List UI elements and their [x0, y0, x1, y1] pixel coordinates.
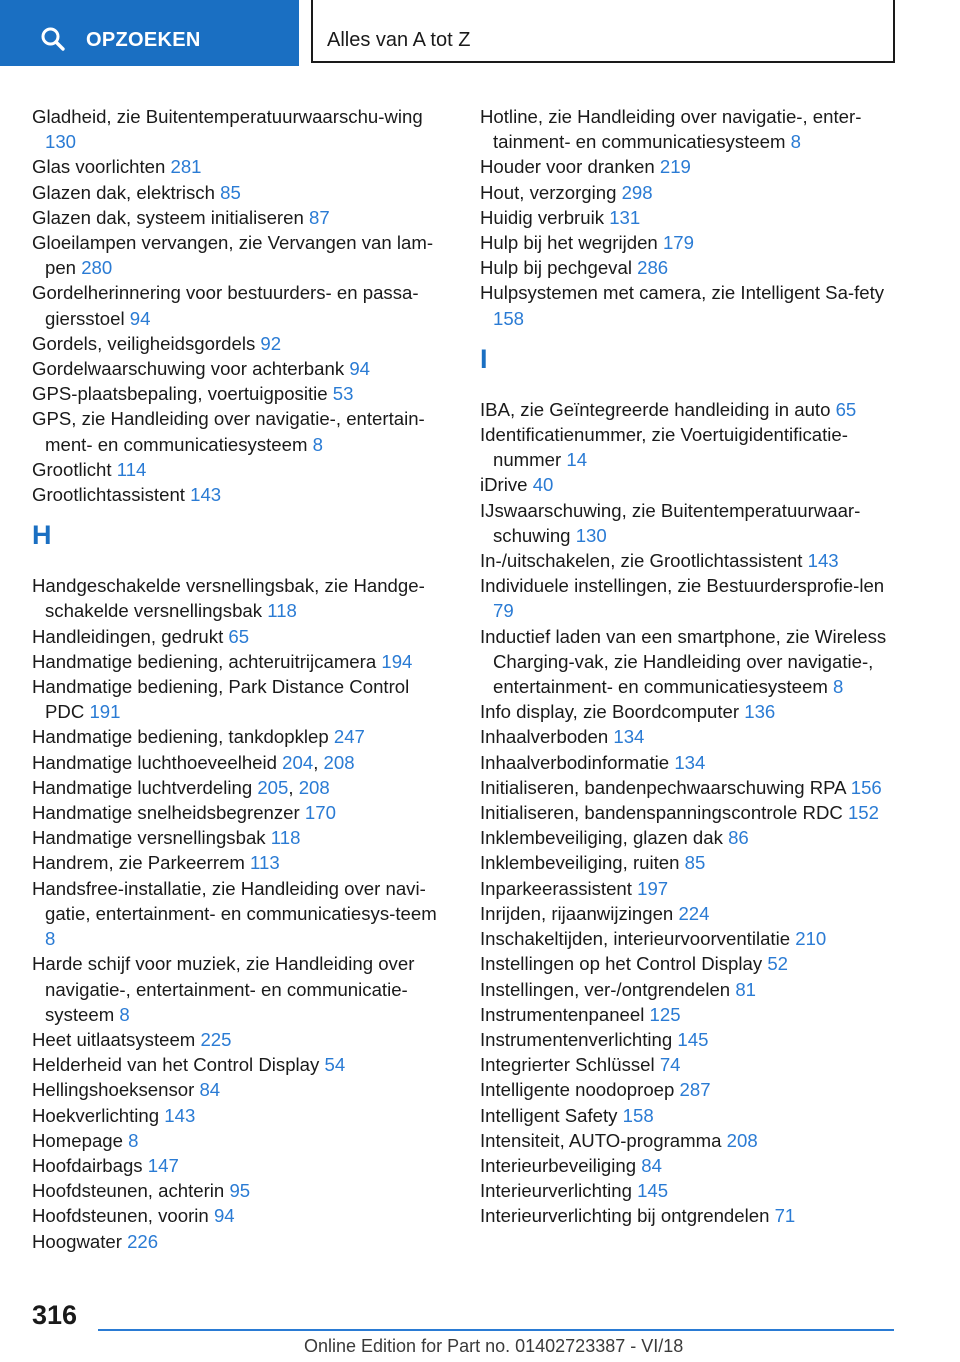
index-entry-text: Handmatige versnellingsbak: [32, 827, 266, 849]
page-reference-link[interactable]: 281: [170, 156, 202, 178]
index-entry-text: Hout, verzorging: [480, 181, 617, 203]
page-reference-link[interactable]: 94: [129, 307, 151, 329]
index-entry: [480, 951, 900, 976]
page-reference-link[interactable]: 8: [128, 1129, 139, 1151]
page-reference-link[interactable]: 125: [649, 1003, 681, 1025]
page-reference-link[interactable]: 118: [267, 600, 297, 622]
index-entry: [32, 825, 452, 850]
index-entry-text: Handmatige bediening, Park Distance Control PDC: [32, 676, 410, 723]
index-entry: [32, 951, 452, 1027]
page-reference-link[interactable]: 179: [662, 232, 694, 254]
page-reference-link[interactable]: 85: [220, 181, 241, 203]
page-reference-link[interactable]: 71: [774, 1205, 796, 1227]
index-entry: [32, 1052, 452, 1077]
index-entry-text: Hoekverlichting: [32, 1104, 160, 1126]
page-reference-link[interactable]: 224: [678, 902, 710, 924]
page-reference-link[interactable]: 197: [637, 877, 669, 899]
index-entry-text: Inhaalverbodinformatie: [480, 751, 670, 773]
index-entry-text: Harde schijf voor muziek, zie Handleiding over navigatie-, entertainment- en communicatie-systeem: [32, 953, 415, 1025]
edition-footer: Online Edition for Part no. 01402723387 - VI/18: [304, 1336, 684, 1356]
page-reference-link[interactable]: 226: [127, 1230, 159, 1252]
index-entry: [32, 876, 452, 952]
index-entry-text: Glazen dak, elektrisch: [32, 181, 215, 203]
index-entry-text: iDrive: [480, 474, 528, 496]
index-entry-text: Handmatige luchthoeveelheid: [32, 751, 277, 773]
page-reference-link[interactable]: 92: [260, 332, 282, 354]
page-reference-link[interactable]: 8: [790, 131, 801, 153]
index-entry: [32, 381, 452, 406]
page-reference-link[interactable]: 94: [349, 358, 370, 380]
page-reference-link[interactable]: 143: [190, 484, 222, 506]
index-entry: [32, 205, 452, 230]
index-entry-text: Instrumentenverlichting: [480, 1028, 673, 1050]
index-entry: [480, 1128, 900, 1153]
index-letter-heading: I: [480, 343, 488, 374]
index-entry: [480, 548, 900, 573]
index-entry-text: Interieurverlichting: [480, 1180, 632, 1202]
page-reference-link[interactable]: 113: [250, 852, 280, 874]
index-entry-text: Integrierter Schlüssel: [480, 1054, 655, 1076]
index-entry-text: Helderheid van het Control Display: [32, 1054, 320, 1076]
search-tab-label: OPZOEKEN: [86, 29, 201, 51]
index-entry: [32, 1077, 452, 1102]
index-entry: [480, 1027, 900, 1052]
page-reference-link[interactable]: 286: [637, 257, 669, 279]
page-reference-link[interactable]: 280: [81, 257, 113, 279]
page-reference-link[interactable]: 156: [850, 776, 882, 798]
index-entry-text: Identificatienummer, zie Voertuigidentificatie-nummer: [480, 424, 848, 471]
page-reference-link[interactable]: 87: [308, 206, 330, 228]
index-entry-text: Hoofdsteunen, achterin: [32, 1180, 225, 1202]
index-entry-text: Houder voor dranken: [480, 156, 655, 178]
page-reference-link[interactable]: 94: [213, 1205, 235, 1227]
index-entry-text: Hulp bij pechgeval: [480, 257, 632, 279]
index-entry-text: Inductief laden van een smartphone, zie Wireless Charging-vak, zie Handleiding over navigatie-, entertainment- en communicatiesysteem: [480, 625, 887, 698]
index-entry-text: GPS, zie Handleiding over navigatie-, entertain-ment- en communicatiesysteem: [32, 408, 425, 455]
page-reference-link[interactable]: 85: [684, 852, 706, 874]
index-entry: Handmatige luchtverdeling 205, 208: [32, 776, 330, 798]
index-entry: [32, 1229, 452, 1254]
page-reference-link[interactable]: 170: [304, 802, 336, 824]
index-entry: [32, 230, 452, 280]
page-reference-link[interactable]: 40: [532, 474, 554, 496]
index-entry: [480, 1103, 900, 1128]
index-entry-text: Interieurbeveiliging: [480, 1154, 637, 1176]
page-reference-link[interactable]: 130: [45, 131, 77, 153]
index-entry: [480, 573, 900, 623]
page-reference-link[interactable]: 210: [795, 928, 827, 950]
index-entry: [32, 1178, 452, 1203]
index-entry: [480, 230, 900, 255]
index-entry-text: Hotline, zie Handleiding over navigatie-, enter-tainment- en communicatiesysteem: [480, 106, 862, 153]
index-entry-text: Inklembeveiliging, glazen dak: [480, 827, 723, 849]
page-reference-link[interactable]: 143: [807, 550, 839, 572]
index-entry: [32, 1153, 452, 1178]
index-entry-text: Instellingen op het Control Display: [480, 953, 763, 975]
index-entry: [480, 901, 900, 926]
page-reference-link[interactable]: 53: [332, 383, 354, 405]
index-entry-text: Intensiteit, AUTO-programma: [480, 1129, 722, 1151]
page-reference-link[interactable]: 298: [621, 181, 653, 203]
index-entry-text: Hulpsystemen met camera, zie Intelligent Sa-fety: [480, 282, 885, 304]
index-entry-text: Instrumentenpaneel: [480, 1003, 645, 1025]
index-entry: Handmatige luchthoeveelheid 204, 208: [32, 751, 355, 773]
index-entry: [32, 154, 452, 179]
index-entry: [480, 255, 900, 280]
index-entry: [32, 1027, 452, 1052]
page-reference-link[interactable]: 131: [609, 206, 641, 228]
index-entry: [32, 800, 452, 825]
index-entry: [480, 800, 900, 825]
index-entry: [480, 472, 900, 497]
index-entry-text: Handmatige bediening, tankdopklep: [32, 726, 329, 748]
page-reference-link[interactable]: 287: [679, 1079, 711, 1101]
page-reference-link[interactable]: 158: [622, 1104, 654, 1126]
page-reference-link[interactable]: 208: [726, 1129, 758, 1151]
index-entry-text: Intelligent Safety: [480, 1104, 618, 1126]
index-entry-text: IJswaarschuwing, zie Buitentemperatuurwaar-schuwing: [480, 499, 861, 546]
index-entry: [480, 1178, 900, 1203]
page-reference-link[interactable]: 118: [270, 827, 301, 849]
page-reference-link[interactable]: 219: [659, 156, 691, 178]
index-entry-text: Individuele instellingen, zie Bestuurdersprofie-len: [480, 575, 885, 597]
index-entry: [32, 1203, 452, 1228]
page-reference-link[interactable]: 54: [324, 1054, 346, 1076]
index-entry: [480, 926, 900, 951]
page-reference-link[interactable]: 208: [323, 751, 355, 773]
page-reference-link[interactable]: 95: [229, 1180, 251, 1202]
index-entry: [32, 457, 452, 482]
index-entry: [32, 1103, 452, 1128]
page-reference-link[interactable]: 130: [575, 524, 607, 546]
index-entry-text: Interieurverlichting bij ontgrendelen: [480, 1205, 770, 1227]
index-entry-text: Gordelwaarschuwing voor achterbank: [32, 358, 345, 380]
page-reference-link[interactable]: 205: [257, 776, 289, 798]
index-entry-text: Initialiseren, bandenspanningscontrole RDC: [480, 802, 843, 824]
page-reference-link[interactable]: 14: [566, 449, 588, 471]
index-entry-text: Info display, zie Boordcomputer: [480, 701, 740, 723]
index-entry-text: Handmatige luchtverdeling: [32, 776, 253, 798]
index-entry-text: Intelligente noodoproep: [480, 1079, 675, 1101]
index-entry: [32, 850, 452, 875]
page-reference-link[interactable]: 74: [659, 1054, 681, 1076]
page-reference-link[interactable]: 8: [833, 676, 844, 698]
page-reference-link[interactable]: 204: [282, 751, 314, 773]
index-entry: [480, 498, 900, 548]
index-entry-text: Gordels, veiligheidsgordels: [32, 332, 256, 354]
index-entry-text: Handmatige bediening, achteruitrijcamera: [32, 650, 377, 672]
page-reference-link[interactable]: 134: [674, 751, 706, 773]
page-reference-link[interactable]: 79: [493, 600, 514, 622]
page-reference-link[interactable]: 81: [735, 978, 757, 1000]
index-entry: [32, 724, 452, 749]
page-reference-link[interactable]: 225: [200, 1028, 232, 1050]
page-reference-link[interactable]: 8: [312, 433, 323, 455]
page-number: 316: [32, 1300, 78, 1330]
page-reference-link[interactable]: 147: [147, 1154, 179, 1176]
index-entry: [32, 280, 452, 330]
section-title: Alles van A tot Z: [327, 29, 471, 51]
index-entry: [32, 573, 452, 623]
index-entry-text: Inrijden, rijaanwijzingen: [480, 902, 674, 924]
index-entry-text: Hulp bij het wegrijden: [480, 232, 658, 254]
index-entry-text: Grootlicht: [32, 458, 112, 480]
index-column-right: [480, 104, 900, 1229]
footer-divider: [98, 1329, 894, 1331]
index-entry-text: Inparkeerassistent: [480, 877, 632, 899]
index-entry-text: Grootlichtassistent: [32, 484, 185, 506]
index-entry: [480, 825, 900, 850]
index-entry: [32, 104, 452, 154]
index-entry: [32, 482, 452, 507]
index-entry: [32, 649, 452, 674]
index-entry-text: Hoofdsteunen, voorin: [32, 1205, 209, 1227]
page-reference-link[interactable]: 8: [45, 928, 56, 950]
page-reference-link[interactable]: 247: [333, 726, 365, 748]
index-entry: [480, 876, 900, 901]
index-entry: [480, 397, 900, 422]
index-entry-text: Hoofdairbags: [32, 1154, 143, 1176]
search-icon: [40, 26, 66, 57]
page-reference-link[interactable]: 143: [164, 1104, 196, 1126]
index-entry-text: Homepage: [32, 1129, 123, 1151]
search-tab-button[interactable]: [0, 0, 299, 66]
index-entry-text: Huidig verbruik: [480, 206, 605, 228]
index-entry-text: Glas voorlichten: [32, 156, 166, 178]
index-entry-text: Handsfree-installatie, zie Handleiding over navi-gatie, entertainment- en communicatiesys-teem: [32, 877, 437, 924]
index-entry: [32, 356, 452, 381]
page-reference-link[interactable]: 194: [381, 650, 413, 672]
index-entry-text: Initialiseren, bandenpechwaarschuwing RPA: [480, 776, 846, 798]
page-reference-link[interactable]: 208: [298, 776, 330, 798]
index-entry-text: Gladheid, zie Buitentemperatuurwaarschu-wing: [32, 106, 423, 127]
index-entry: [480, 750, 900, 775]
index-entry-text: GPS-plaatsbepaling, voertuigpositie: [32, 383, 328, 405]
index-entry-text: Gloeilampen vervangen, zie Vervangen van lam-pen: [32, 232, 434, 279]
index-entry: [32, 331, 452, 356]
index-entry-text: Hoogwater: [32, 1230, 122, 1252]
index-column-left: [32, 104, 452, 1254]
index-entry-text: Inschakeltijden, interieurvoorventilatie: [480, 928, 791, 950]
page-reference-link[interactable]: 8: [119, 1003, 130, 1025]
index-entry-text: Handmatige snelheidsbegrenzer: [32, 802, 300, 824]
section-header: [311, 0, 895, 63]
index-entry: [32, 674, 452, 724]
index-entry: [480, 624, 900, 700]
index-entry: [480, 699, 900, 724]
index-entry: [480, 850, 900, 875]
index-entry-text: Hellingshoeksensor: [32, 1079, 195, 1101]
index-entry: [480, 1002, 900, 1027]
index-entry: [32, 406, 452, 456]
index-entry: [480, 422, 900, 472]
index-entry-text: Glazen dak, systeem initialiseren: [32, 206, 304, 228]
page-reference-link[interactable]: 84: [199, 1079, 221, 1101]
page-reference-link[interactable]: 191: [89, 701, 121, 723]
page-reference-link[interactable]: 86: [728, 827, 749, 849]
page-reference-link[interactable]: 84: [641, 1154, 662, 1176]
index-entry: [480, 1153, 900, 1178]
index-entry: [32, 624, 452, 649]
index-entry-text: Heet uitlaatsysteem: [32, 1028, 196, 1050]
page-reference-link[interactable]: 114: [116, 458, 147, 480]
index-entry: [480, 154, 900, 179]
index-entry: [480, 104, 900, 154]
index-entry-text: Instellingen, ver-/ontgrendelen: [480, 978, 731, 1000]
index-entry-text: In-/uitschakelen, zie Grootlichtassistent: [480, 550, 803, 572]
index-entry-text: Gordelherinnering voor bestuurders- en passa-giersstoel: [32, 282, 419, 329]
page-reference-link[interactable]: 145: [637, 1180, 669, 1202]
index-entry: [480, 724, 900, 749]
index-entry-text: Handrem, zie Parkeerrem: [32, 852, 245, 874]
index-entry-text: Inklembeveiliging, ruiten: [480, 852, 680, 874]
index-entry: [480, 775, 900, 800]
index-entry: [480, 180, 900, 205]
index-entry-text: IBA, zie Geïntegreerde handleiding in auto: [480, 398, 831, 420]
index-entry: [480, 1077, 900, 1102]
index-letter-heading: H: [32, 520, 52, 551]
index-entry: [480, 1052, 900, 1077]
page-reference-link[interactable]: 158: [493, 307, 525, 329]
index-entry: [480, 280, 900, 330]
page-reference-link[interactable]: 136: [744, 701, 776, 723]
index-entry-text: Handleidingen, gedrukt: [32, 625, 224, 647]
page-reference-link[interactable]: 134: [613, 726, 645, 748]
page-reference-link[interactable]: 152: [847, 802, 879, 824]
index-entry-text: Handgeschakelde versnellingsbak, zie Handge-schakelde versnellingsbak: [32, 575, 425, 622]
page-reference-link[interactable]: 52: [767, 953, 789, 975]
index-entry: [32, 180, 452, 205]
page-reference-link[interactable]: 65: [835, 398, 857, 420]
index-entry: [480, 205, 900, 230]
index-entry-text: Inhaalverboden: [480, 726, 609, 748]
index-entry: [480, 1203, 900, 1228]
page-reference-link[interactable]: 65: [228, 625, 250, 647]
index-entry: [480, 977, 900, 1002]
index-entry: [32, 1128, 452, 1153]
page-reference-link[interactable]: 145: [677, 1028, 709, 1050]
